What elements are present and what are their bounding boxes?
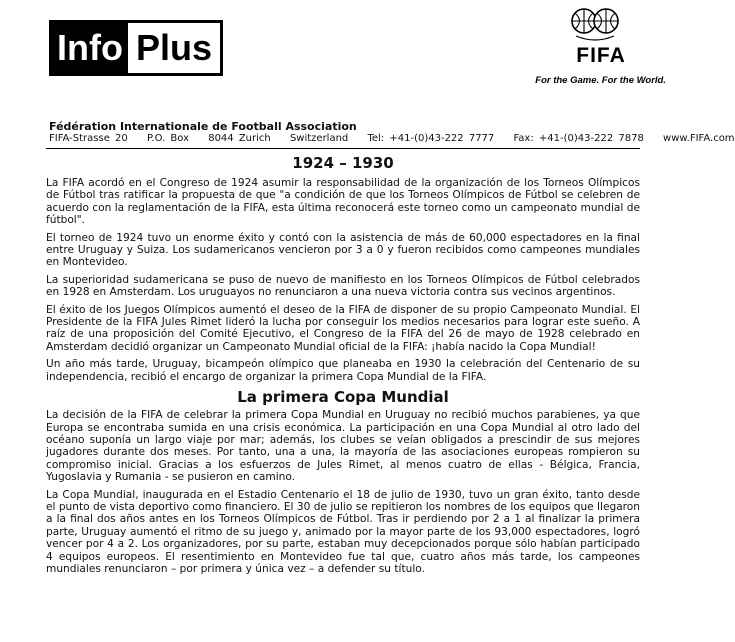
paragraph: El éxito de los Juegos Olímpicos aumentó el deseo de la FIFA de disponer de su propio Campeonato Mundial. El Presidente de la FIFA Jules Rimet lideró la lucha por conseguir los medios necesarios para lograr este sueño. A raíz de una proposición del Comité Ejecutivo, el Congreso de la FIFA del 26 de mayo de 1928 celebrado en Amsterdam decidió organizar un Campeonato Mundial oficial de la FIFA: ¡había nacido la Copa Mundial! [46, 303, 640, 353]
address-street: FIFA-Strasse 20 [49, 133, 128, 144]
paragraph: La decisión de la FIFA de celebrar la primera Copa Mundial en Uruguay no recibió muchos parabienes, ya que Europa se encontraba sumida en una crisis económica. La participación en una Copa Mundial al otro lado del océano suponía un largo viaje por mar; además, los clubes se veían obligados a prescindir de sus mejores jugadores durante dos meses. Por tanto, una a una, la mayoría de las asociaciones europeas rompieron su compromiso inicial. Gracias a los esfuerzos de Jules Rimet, al menos cuatro de ellas - Bélgica, Francia, Yugoslavia y Rumania - se pusieron en camino. [46, 409, 640, 484]
address-website: www.FIFA.com [663, 133, 735, 144]
infoplus-logo [49, 20, 223, 76]
organization-address [49, 133, 735, 144]
fifa-slogan: For the Game. For the World. [535, 75, 666, 86]
address-phone: Tel: +41-(0)43-222 7777 [367, 133, 495, 144]
header-divider [46, 148, 640, 149]
logo-info-text: Info [52, 23, 128, 73]
logo-plus-text: Plus [135, 27, 213, 68]
section-title-1924-1930: 1924 – 1930 [292, 154, 394, 172]
section-title-primera-copa: La primera Copa Mundial [237, 388, 449, 407]
address-fax: Fax: +41-(0)43-222 7878 [513, 133, 644, 144]
paragraph: La FIFA acordó en el Congreso de 1924 asumir la responsabilidad de la organización de los Torneos Olímpicos de Fútbol tras ratificar la propuesta de que "a condición de que los Torneos Olímpicos de Fútbol se celebren de acuerdo con la reglamentación de la FIFA, esta última reconocerá este torneo como un campeonato mundial de fútbol". [46, 177, 640, 227]
address-po-box: P.O. Box [146, 133, 190, 144]
paragraph: La superioridad sudamericana se puso de nuevo de manifiesto en los Torneos Olímpicos de Fútbol celebrados en 1928 en Amsterdam. Los uruguayos no renunciaron a una nueva victoria contra sus vecinos argentinos. [46, 273, 640, 299]
address-country: Switzerland [289, 133, 349, 144]
address-city: 8044 Zurich [208, 133, 271, 144]
organization-name: Fédération Internationale de Football Association [49, 120, 357, 133]
paragraph: Un año más tarde, Uruguay, bicampeón olímpico que planeaba en 1930 la celebración del Centenario de su independencia, recibió el encargo de organizar la primera Copa Mundial de la FIFA. [46, 358, 640, 383]
paragraph: El torneo de 1924 tuvo un enorme éxito y contó con la asistencia de más de 60,000 espectadores en la final entre Uruguay y Suiza. Los sudamericanos vencieron por 3 a 0 y fueron recibidos como campeones mundiales en Montevideo. [46, 231, 640, 269]
fifa-wordmark: FIFA [576, 44, 626, 67]
document-body [46, 154, 640, 580]
paragraph: La Copa Mundial, inaugurada en el Estadio Centenario el 18 de julio de 1930, tuvo un gran éxito, tanto desde el punto de vista deportivo como financiero. El 30 de julio se repitieron los nombres de los equipos que llegaron a la final dos años antes en los Torneos Olímpicos de Fútbol. Tras ir perdiendo por 2 a 1 al finalizar la primera parte, Uruguay aumentó el ritmo de su juego y, animado por la mayor parte de los 93,000 espectadores, logró vencer por 4 a 2. Los organizadores, por su parte, estaban muy decepcionados porque sólo habían participado 4 equipos europeos. El resentimiento en Montevideo fue tal que, cuatro años más tarde, los campeones mundiales renunciaron – por primera y única vez – a defender su título. [46, 488, 640, 575]
